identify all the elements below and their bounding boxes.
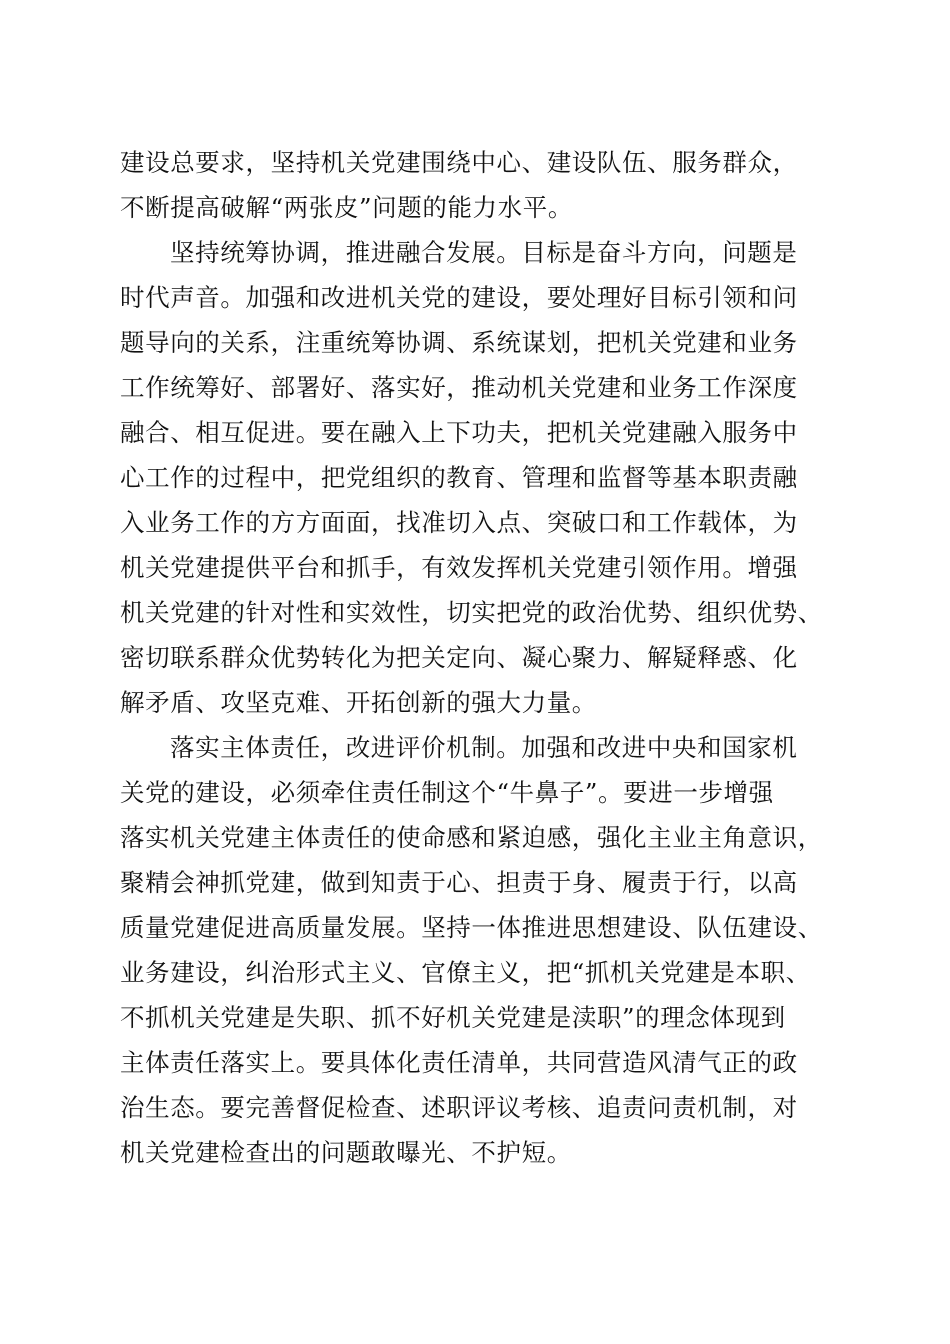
paragraph-2-line-6: 心工作的过程中，把党组织的教育、管理和监督等基本职责融	[120, 463, 798, 492]
paragraph-2-line-10: 密切联系群众优势转化为把关定向、凝心聚力、解疑释惑、化	[120, 643, 798, 672]
paragraph-3-line-3: 落实机关党建主体责任的使命感和紧迫感，强化主业主角意识，	[120, 823, 823, 852]
paragraph-2-line-8: 机关党建提供平台和抓手，有效发挥机关党建引领作用。增强	[120, 553, 798, 582]
paragraph-2-line-7: 入业务工作的方方面面，找准切入点、突破口和工作载体，为	[120, 508, 798, 537]
paragraph-3-line-1: 落实主体责任，改进评价机制。加强和改进中央和国家机	[170, 733, 798, 762]
paragraph-3-line-2: 关党的建设，必须牵住责任制这个“牛鼻子”。要进一步增强	[120, 778, 774, 807]
paragraph-1-line-1: 建设总要求，坚持机关党建围绕中心、建设队伍、服务群众，	[120, 148, 798, 177]
paragraph-3-line-8: 主体责任落实上。要具体化责任清单，共同营造风清气正的政	[120, 1048, 798, 1077]
paragraph-2-line-11: 解矛盾、攻坚克难、开拓创新的强大力量。	[120, 688, 597, 717]
paragraph-2-line-9: 机关党建的针对性和实效性，切实把党的政治优势、组织优势、	[120, 598, 823, 627]
paragraph-2-line-1: 坚持统筹协调，推进融合发展。目标是奋斗方向，问题是	[170, 238, 798, 267]
paragraph-2-line-5: 融合、相互促进。要在融入上下功夫，把机关党建融入服务中	[120, 418, 798, 447]
paragraph-2-line-4: 工作统筹好、部署好、落实好，推动机关党建和业务工作深度	[120, 373, 798, 402]
paragraph-2-line-3: 题导向的关系，注重统筹协调、系统谋划，把机关党建和业务	[120, 328, 798, 357]
paragraph-3-line-5: 质量党建促进高质量发展。坚持一体推进思想建设、队伍建设、	[120, 913, 823, 942]
paragraph-3-line-7: 不抓机关党建是失职、抓不好机关党建是渎职”的理念体现到	[120, 1003, 786, 1032]
paragraph-1-line-2: 不断提高破解“两张皮”问题的能力水平。	[120, 193, 573, 222]
paragraph-2-line-2: 时代声音。加强和改进机关党的建设，要处理好目标引领和问	[120, 283, 798, 312]
paragraph-3-line-10: 机关党建检查出的问题敢曝光、不护短。	[120, 1138, 572, 1167]
paragraph-3-line-4: 聚精会神抓党建，做到知责于心、担责于身、履责于行，以高	[120, 868, 798, 897]
paragraph-3-line-6: 业务建设，纠治形式主义、官僚主义，把“抓机关党建是本职、	[120, 958, 811, 987]
paragraph-3-line-9: 治生态。要完善督促检查、述职评议考核、追责问责机制，对	[120, 1093, 798, 1122]
